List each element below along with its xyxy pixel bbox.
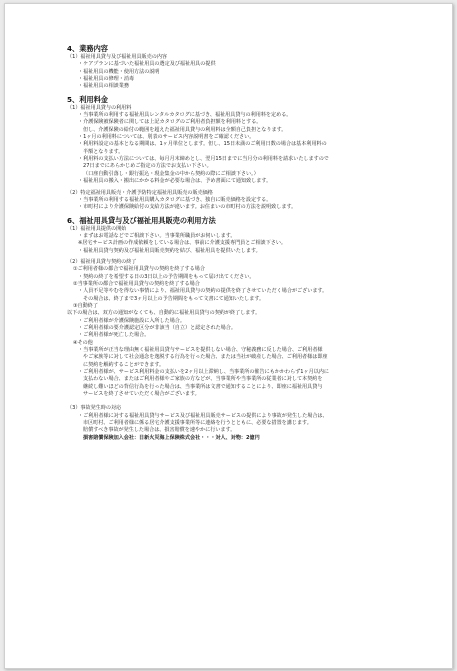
text-line: ・ご利用者様が死亡した場合。 <box>78 332 150 339</box>
text-line: 継続し難いほどの背信行為を行った場合は、当事業所は文書で通知することにより、即座に福祉用具貸与 <box>83 383 323 390</box>
text-line: ・人員不足等やむを得ない事情により、福祉用具貸与の契約の提供を終了させていただく場合がございます。 <box>78 288 328 295</box>
text-line: 賠償すべき事故が発生した場合は、損害賠償を速やかに行います。 <box>83 427 236 434</box>
text-line: やご家族等に対して社会通念を逸脱する行為を行った場合、または当社が破産した場合、ご利用者様は即座 <box>83 354 328 361</box>
text-line: 支払わない場合、またはご利用者様やご家族の方などが、当事業所や当事業所の従業者に対して本契約を <box>83 376 323 383</box>
text-line: ・福祉用具の搬入・搬出にかかる料金が必要な場合は、予め書面にて通知致します。 <box>78 178 272 185</box>
text-line: ・まずはお電話などでご相談下さい。当事業所職員がお伺いします。 <box>78 232 236 239</box>
text-line: ・ご利用者様が介護保険施設に入所した場合。 <box>78 317 185 324</box>
text-line: ・利用料設定の基本となる期間は、1ヶ月単位とします。但し、15日未満のご利用日数の場合は基本利用料の <box>78 141 327 148</box>
text-line: その場合は、終了まで3ヶ月以上の予告期間をもって文書にて通知いたします。 <box>83 295 265 302</box>
text-line: ③自動終了 <box>73 302 98 309</box>
text-line: ・福祉用具貸与契約及び福祉用具販売契約を結び、福祉用具を提供いたします。 <box>78 247 261 254</box>
text-line: ・ご利用者様の要介護認定区分が非該当（自立）と認定された場合。 <box>78 325 236 331</box>
text-line: サービスを終了させていただく場合がございます。 <box>83 391 200 398</box>
text-line: 以下の場合は、双方の通知がなくても、自動的に福祉用具貸与の契約が終了します。 <box>67 310 261 317</box>
text-line: 但し、介護保険の給付の範囲を超えた福祉用具貸与の利用料は全額自己負担となります。 <box>83 126 287 133</box>
text-line: ・契約の終了を希望する日の3日以上の予告期間をもって届け出てください。 <box>78 273 255 280</box>
text-line: （1）福祉用具提供の開始 <box>67 225 127 232</box>
text-line: ・1ヶ月の利用料については、別表のサービス内容説明書をご確認ください。 <box>78 134 255 141</box>
text-line: ・福祉用具の相談業務 <box>78 83 129 90</box>
text-line: （1）福祉用具貸与及び福祉用具販売の内容 <box>67 54 168 60</box>
text-line: ・福祉用具の機能・使用方法の説明 <box>78 68 160 75</box>
text-line: ・介護保険被保険者に関しては上記カタログのご利用者負担額を利用料とする。 <box>78 119 262 126</box>
text-line: ・ケアプランに基づいた福祉用具の選定及び福祉用具の提供 <box>78 61 216 68</box>
text-line: ・当事業所の利用する福祉用具購入カタログに基づき、独自に販売価格を設定する。 <box>78 196 272 203</box>
text-line: ②当事業所の都合で福祉用具貸与の契約を終了する場合 <box>73 280 200 287</box>
text-line: 27日までにあらかじめご指定の方法でお支払い下さい。 <box>83 163 212 170</box>
section-heading: 5、利用料金 <box>67 94 108 104</box>
text-line: （3）事故発生時の対応 <box>67 405 122 412</box>
text-line: ・利用料の支払い方法については、毎月月末締めとし、翌月15日までに当月分の利用料を請求いたしますので <box>78 156 329 163</box>
text-line: 市区町村、ご利用者様に係る居宅介護支援事業所等に連絡を行うとともに、必要な措置を講じます。 <box>83 420 312 427</box>
text-line: ・当事業所の利用する福祉用具レンタルカタログに基づき、福祉用具貸与の利用料を定める。 <box>78 112 292 119</box>
text-line: ・ご利用者様が、サービス利用料金の支払いを2ヶ月以上滞納し、当事業所の催告にもかかわらず1ヶ月以内に <box>78 369 329 376</box>
text-line: （2）福祉用具貸与契約の終了 <box>67 258 137 265</box>
text-line: 半額となります。 <box>83 148 124 155</box>
text-line: ・当事業所が正当な理由無く福祉用具貸与サービスを提供しない場合、守秘義務に反した場合、ご利用者様 <box>78 347 323 354</box>
text-line: （2）特定福祉用具販売・介護予防特定福祉用具販売の販売価格 <box>67 189 213 196</box>
text-line: 損害賠償保険加入会社：日新火災海上保険株式会社・・・対人、対物：2億円 <box>83 434 260 441</box>
text-line: ④その他 <box>73 339 93 346</box>
text-line: ・ご利用者様に対する福祉用具貸与サービス及び福祉用具販売サービスの提供により事故が発生した場合は、 <box>78 412 328 419</box>
text-line: ・福祉用具の修理・消毒 <box>78 76 135 83</box>
text-line: （口座自動引落し・銀行振込・現金集金の中から契約の際にご相談下さい。） <box>83 170 259 177</box>
text-line: ・市町村により介護保険給付の支給方法が違います。お住まいの市町村の方法を説明致します。 <box>78 204 297 211</box>
text-line: （1）福祉用具貸与の利用料 <box>67 104 132 111</box>
text-line: に契約を解約することができます。 <box>83 361 165 368</box>
document-body <box>67 44 397 442</box>
text-line: ①ご利用者様の都合で福祉用具貸与の契約を終了する場合 <box>73 266 205 273</box>
text-line: ※居宅サービス計画の作成依頼をしている場合は、事前に介護支援専門員とご相談下さい。 <box>78 240 287 247</box>
section-heading: 6、福祉用具貸与及び福祉用具販売の利用方法 <box>67 215 216 225</box>
document-page <box>4 3 453 669</box>
section-heading: 4、業務内容 <box>67 44 108 53</box>
